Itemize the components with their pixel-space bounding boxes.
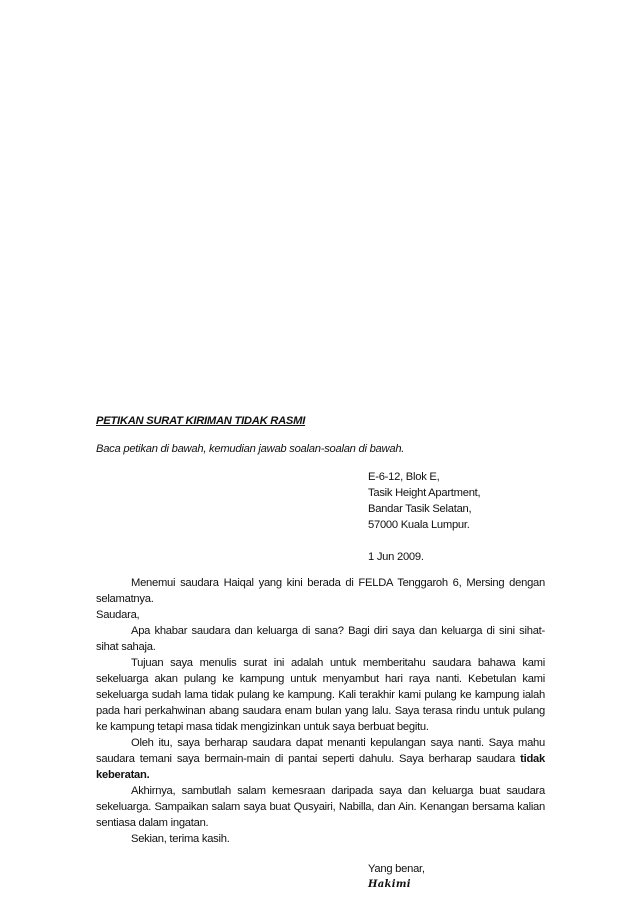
address-line: E-6-12, Blok E, [368,471,440,483]
sender-address [368,469,545,533]
paragraph-5: Sekian, terima kasih. [131,833,230,845]
instruction-text: Baca petikan di bawah, kemudian jawab soalan-soalan di bawah. [96,443,405,455]
address-line: 57000 Kuala Lumpur. [368,519,470,531]
address-line: Tasik Height Apartment, [368,487,481,499]
letter-excerpt [96,413,545,893]
salutation: Saudara, [96,609,140,621]
address-line: Bandar Tasik Selatan, [368,503,472,515]
paragraph-2: Tujuan saya menulis surat ini adalah untuk memberitahu saudara bahawa kami sekeluarga akan pulang ke kampung untuk menyambut hari raya nanti. Kebetulan kami sekeluarga sudah lama tidak pulang ke kampung. Kali terakhir kami pulang ke kampung ialah pada hari perkahwinan abang saudara enam bulan yang lalu. Saya terasa rindu untuk pulang ke kampung tetapi masa tidak mengizinkan untuk saya berbuat begitu. [96,657,545,733]
opening-line: Menemui saudara Haiqal yang kini berada di FELDA Tenggaroh 6, Mersing dengan selamatnya. [96,577,545,605]
paragraph-3-bold: tidak keberatan. [96,753,545,781]
closing-block [368,861,545,893]
paragraph-4: Akhirnya, sambutlah salam kemesraan daripada saya dan keluarga buat saudara sekeluarga. Sampaikan salam saya buat Qusyairi, Nabilla, dan Ain. Kenangan bersama kalian sentiasa dalam ingatan. [96,785,545,829]
letter-body [96,575,545,847]
letter-date: 1 Jun 2009. [368,551,424,563]
paragraph-1: Apa khabar saudara dan keluarga di sana? Bagi diri saya dan keluarga di sini sihat-sihat sahaja. [96,625,545,653]
signature: Hakimi [368,879,411,890]
closing-text: Yang benar, [368,863,425,875]
paragraph-3 [96,735,545,783]
paragraph-3-text: Oleh itu, saya berharap saudara dapat menanti kepulangan saya nanti. Saya mahu saudara temani saya bermain-main di pantai seperti dahulu. Saya berharap saudara [96,737,545,765]
section-heading: PETIKAN SURAT KIRIMAN TIDAK RASMI [96,415,306,427]
